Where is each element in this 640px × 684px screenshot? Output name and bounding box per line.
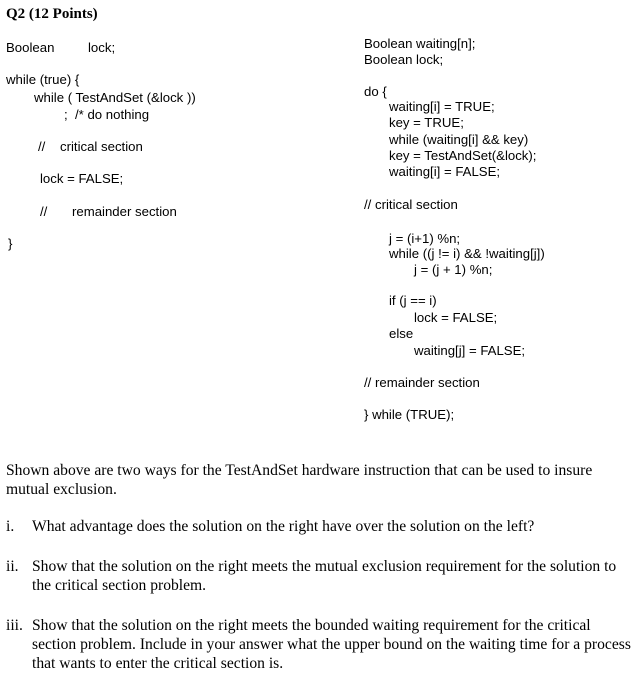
left-inner-while: while ( TestAndSet (&lock )) bbox=[34, 90, 196, 105]
left-closing-brace: } bbox=[8, 236, 13, 251]
right-waiting-j-false: waiting[j] = FALSE; bbox=[414, 343, 526, 358]
right-while-j: while ((j != i) && !waiting[j]) bbox=[389, 246, 545, 261]
right-waiting-false: waiting[i] = FALSE; bbox=[389, 164, 501, 179]
left-remainder-marker: // bbox=[40, 204, 48, 219]
question-text: What advantage does the solution on the right have over the solution on the left? bbox=[32, 518, 535, 535]
right-critical-section: // critical section bbox=[364, 197, 458, 212]
left-decl-var: lock; bbox=[88, 40, 116, 55]
left-while-header: while (true) { bbox=[6, 72, 80, 87]
right-remainder-section: // remainder section bbox=[364, 375, 480, 390]
question-text: Show that the solution on the right meets the mutual exclusion requirement for the solution to the critical section problem. bbox=[32, 558, 617, 594]
right-do-open: do { bbox=[364, 84, 387, 99]
right-key-true: key = TRUE; bbox=[389, 115, 464, 130]
right-decl-waiting: Boolean waiting[n]; bbox=[364, 36, 476, 51]
left-decl-type: Boolean bbox=[6, 40, 55, 55]
right-while-true-close: } while (TRUE); bbox=[364, 407, 455, 422]
left-critical-text: critical section bbox=[60, 139, 143, 154]
question-number: ii. bbox=[6, 558, 19, 575]
left-do-nothing: ; /* do nothing bbox=[64, 107, 150, 122]
question-text: Show that the solution on the right meets the bounded waiting requirement for the critical section problem. Include in your answer what the upper bound on the waiting time for a process that wants to enter the critical section is. bbox=[32, 617, 631, 672]
question-number: iii. bbox=[6, 617, 23, 634]
question-title: Q2 (12 Points) bbox=[6, 6, 98, 22]
left-lock-false: lock = FALSE; bbox=[40, 171, 124, 186]
right-j-assign: j = (i+1) %n; bbox=[389, 231, 461, 246]
intro-paragraph: Shown above are two ways for the TestAndSet hardware instruction that can be used to insure mutual exclusion. bbox=[6, 462, 593, 498]
right-key-tas: key = TestAndSet(&lock); bbox=[389, 148, 537, 163]
left-remainder-text: remainder section bbox=[72, 204, 177, 219]
right-lock-false: lock = FALSE; bbox=[414, 310, 498, 325]
right-decl-lock: Boolean lock; bbox=[364, 52, 444, 67]
right-else: else bbox=[389, 326, 414, 341]
right-if-j-eq-i: if (j == i) bbox=[389, 293, 437, 308]
question-number: i. bbox=[6, 518, 15, 535]
left-critical-marker: // bbox=[38, 139, 46, 154]
right-j-increment: j = (j + 1) %n; bbox=[414, 262, 493, 277]
right-while-waiting-key: while (waiting[i] && key) bbox=[389, 132, 529, 147]
right-waiting-true: waiting[i] = TRUE; bbox=[389, 99, 495, 114]
